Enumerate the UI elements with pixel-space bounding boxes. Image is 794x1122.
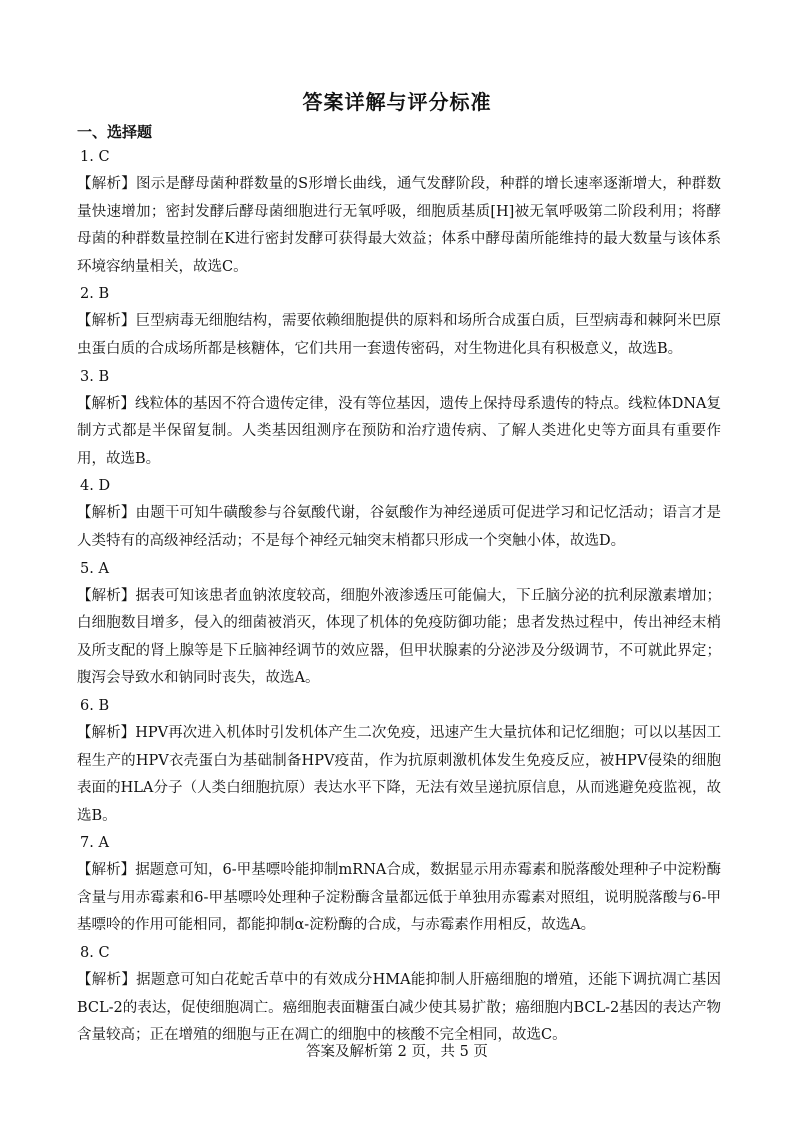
answer-number: 7. A xyxy=(80,835,109,852)
answer-item-6 xyxy=(77,693,721,830)
answer-item-1 xyxy=(77,144,721,281)
page-footer: 答案及解析第 2 页，共 5 页 xyxy=(306,1044,488,1060)
answers-list xyxy=(77,144,721,1050)
answer-item-2 xyxy=(77,281,721,363)
section-heading: 一、选择题 xyxy=(77,123,153,141)
answer-number: 3. B xyxy=(80,368,110,385)
answer-item-8 xyxy=(77,940,721,1050)
answer-analysis: 【解析】由题干可知牛磺酸参与谷氨酸代谢，谷氨酸作为神经递质可促进学习和记忆活动；语言才是人类特有的高级神经活动；不是每个神经元轴突末梢都只形成一个突触小体，故选D。 xyxy=(77,505,721,549)
answer-number: 2. B xyxy=(80,286,110,303)
answer-item-7 xyxy=(77,830,721,940)
answer-analysis: 【解析】据题意可知白花蛇舌草中的有效成分HMA能抑制人肝癌细胞的增殖，还能下调抗凋亡基因BCL-2的表达，促使细胞凋亡。癌细胞表面糖蛋白减少使其易扩散；癌细胞内BCL-2基因的表达产物含量较高；正在增殖的细胞与正在凋亡的细胞中的核酸不完全相同，故选C。 xyxy=(77,972,721,1044)
answer-number: 5. A xyxy=(80,560,109,577)
answer-analysis: 【解析】线粒体的基因不符合遗传定律，没有等位基因，遗传上保持母系遗传的特点。线粒体DNA复制方式都是半保留复制。人类基因组测序在预防和治疗遗传病、了解人类进化史等方面具有重要作用，故选B。 xyxy=(77,395,721,467)
answer-item-3 xyxy=(77,364,721,474)
page-title: 答案详解与评分标准 xyxy=(302,90,492,114)
answer-analysis: 【解析】图示是酵母菌种群数量的S形增长曲线，通气发酵阶段，种群的增长速率逐渐增大，种群数量快速增加；密封发酵后酵母菌细胞进行无氧呼吸，细胞质基质[H]被无氧呼吸第二阶段利用；将酵母菌的种群数量控制在K进行密封发酵可获得最大效益；体系中酵母菌所能维持的最大数量与该体系环境容纳量相关，故选C。 xyxy=(77,176,721,275)
answer-analysis: 【解析】据题意可知，6-甲基嘌呤能抑制mRNA合成，数据显示用赤霉素和脱落酸处理种子中淀粉酶含量与用赤霉素和6-甲基嘌呤处理种子淀粉酶含量都远低于单独用赤霉素对照组，说明脱落酸与6-甲基嘌呤的作用可能相同，都能抑制α-淀粉酶的合成，与赤霉素作用相反，故选A。 xyxy=(77,862,721,934)
answer-item-4 xyxy=(77,473,721,555)
answer-item-5 xyxy=(77,556,721,693)
answer-analysis: 【解析】HPV再次进入机体时引发机体产生二次免疫，迅速产生大量抗体和记忆细胞；可以以基因工程生产的HPV衣壳蛋白为基础制备HPV疫苗，作为抗原刺激机体发生免疫反应，被HPV侵染的细胞表面的HLA分子（人类白细胞抗原）表达水平下降，无法有效呈递抗原信息，从而逃避免疫监视，故选B。 xyxy=(77,724,721,824)
answer-number: 6. B xyxy=(80,697,110,714)
answer-analysis: 【解析】据表可知该患者血钠浓度较高，细胞外液渗透压可能偏大，下丘脑分泌的抗利尿激素增加；白细胞数目增多，侵入的细菌被消灭，体现了机体的免疫防御功能；患者发热过程中，传出神经末梢及所支配的肾上腺等是下丘脑神经调节的效应器，但甲状腺素的分泌涉及分级调节，不可就此界定；腹泻会导致水和钠同时丧失，故选A。 xyxy=(77,587,721,687)
answer-analysis: 【解析】巨型病毒无细胞结构，需要依赖细胞提供的原料和场所合成蛋白质，巨型病毒和棘阿米巴原虫蛋白质的合成场所都是核糖体，它们共用一套遗传密码，对生物进化具有积极意义，故选B。 xyxy=(77,313,721,357)
answer-number: 1. C xyxy=(80,149,110,165)
answer-number: 8. C xyxy=(80,945,110,962)
answer-number: 4. D xyxy=(80,478,111,495)
